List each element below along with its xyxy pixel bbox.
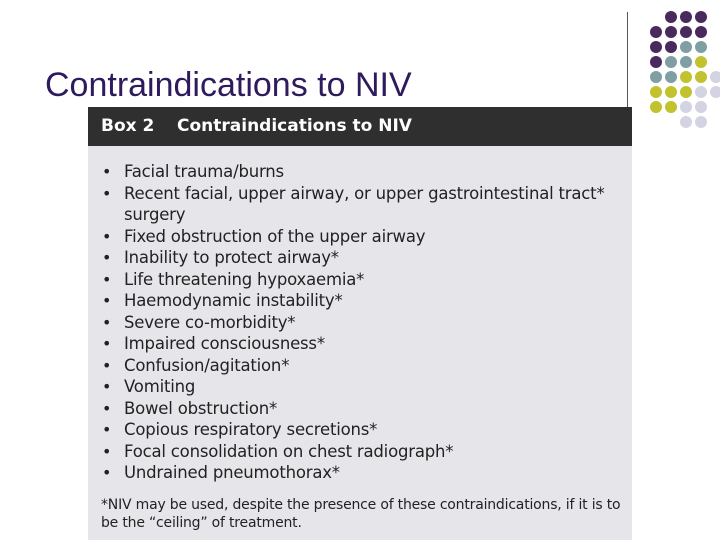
list-item	[88, 355, 632, 377]
decorative-dot	[695, 116, 707, 128]
list-item	[88, 462, 632, 484]
bullet-icon: •	[102, 420, 112, 439]
list-item-text: Inability to protect airway*	[124, 248, 339, 267]
bullet-icon: •	[102, 183, 112, 203]
bullet-icon: •	[102, 248, 112, 267]
bullet-icon: •	[102, 377, 112, 396]
decorative-dot	[665, 56, 677, 68]
list-item-text: Vomiting	[124, 377, 196, 396]
decorative-dot	[650, 71, 662, 83]
bullet-icon: •	[102, 291, 112, 310]
decorative-dot	[665, 11, 677, 23]
list-item-text: Focal consolidation on chest radiograph*	[124, 441, 454, 461]
decorative-dot	[695, 71, 707, 83]
bullet-icon: •	[102, 269, 112, 289]
list-item-text: Undrained pneumothorax*	[124, 463, 340, 482]
decorative-dot	[695, 86, 707, 98]
list-item-text: Severe co-morbidity*	[124, 312, 296, 332]
list-item-text: Confusion/agitation*	[124, 355, 290, 375]
list-item-text: Copious respiratory secretions*	[124, 420, 378, 439]
footnote: *NIV may be used, despite the presence of these contraindications, if it is to be the “ceiling” of treatment.	[101, 497, 621, 531]
decorative-dot	[650, 86, 662, 98]
decorative-dot	[680, 101, 692, 113]
decorative-dot	[680, 11, 692, 23]
decorative-dot	[650, 56, 662, 68]
list-item	[88, 183, 632, 226]
bullet-icon: •	[102, 334, 112, 353]
bullet-icon: •	[102, 226, 112, 246]
list-item-text: Facial trauma/burns	[124, 162, 284, 181]
decorative-dot	[710, 86, 720, 98]
list-item	[88, 376, 632, 398]
list-item-text: Life threatening hypoxaemia*	[124, 269, 365, 289]
list-item-text: Impaired consciousness*	[124, 334, 325, 353]
box-header	[88, 107, 632, 146]
list-item	[88, 398, 632, 420]
box-title: Contraindications to NIV	[177, 116, 412, 136]
list-item-text: Haemodynamic instability*	[124, 291, 343, 310]
list-item	[88, 419, 632, 441]
decorative-dot	[680, 56, 692, 68]
decorative-dot	[665, 26, 677, 38]
decorative-dot	[695, 56, 707, 68]
list-item	[88, 161, 632, 183]
list-item	[88, 333, 632, 355]
list-item	[88, 269, 632, 291]
decorative-dot	[680, 86, 692, 98]
slide-title: Contraindications to NIV	[45, 66, 412, 104]
decorative-dot	[650, 26, 662, 38]
list-item	[88, 312, 632, 334]
decorative-dot	[665, 41, 677, 53]
box-label: Box 2	[101, 116, 155, 136]
decorative-dot	[680, 26, 692, 38]
contraindications-box	[88, 107, 632, 540]
decorative-dot	[695, 11, 707, 23]
decorative-dot	[650, 101, 662, 113]
bullet-icon: •	[102, 312, 112, 332]
decorative-dot	[680, 71, 692, 83]
list-item	[88, 290, 632, 312]
decorative-dot	[695, 41, 707, 53]
list-item-text: Recent facial, upper airway, or upper gastrointestinal tract* surgery	[124, 183, 605, 224]
bullet-icon: •	[102, 355, 112, 375]
decorative-dot	[680, 41, 692, 53]
divider-line	[627, 12, 628, 107]
list-item-text: Fixed obstruction of the upper airway	[124, 226, 426, 246]
list-item	[88, 226, 632, 248]
bullet-icon: •	[102, 162, 112, 181]
decorative-dot	[665, 86, 677, 98]
decorative-dot	[665, 101, 677, 113]
list-item	[88, 247, 632, 269]
decorative-dot	[665, 71, 677, 83]
decorative-dot	[695, 101, 707, 113]
contraindication-list	[88, 161, 632, 484]
decorative-dot	[650, 41, 662, 53]
decorative-dot	[695, 26, 707, 38]
decorative-dot	[680, 116, 692, 128]
list-item-text: Bowel obstruction*	[124, 398, 278, 418]
bullet-icon: •	[102, 463, 112, 482]
decorative-dot	[710, 71, 720, 83]
bullet-icon: •	[102, 441, 112, 461]
bullet-icon: •	[102, 398, 112, 418]
list-item	[88, 441, 632, 463]
